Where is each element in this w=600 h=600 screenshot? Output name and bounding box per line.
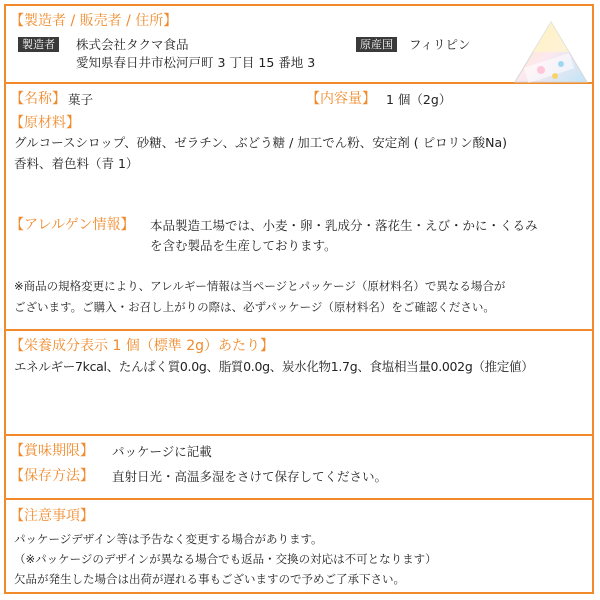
origin-value: フィリピン (409, 37, 471, 52)
divider (6, 82, 592, 84)
allergen-line: を含む製品を生産しております。 (150, 238, 337, 253)
storage-heading: 【保存方法】 (10, 468, 94, 484)
ingredients-line: 香料、着色料（青 1） (14, 156, 139, 171)
allergen-notice-line: ございます。ご購入・お召し上がりの際は、必ずパッケージ（原材料名）をご確認ください。 (14, 300, 495, 314)
product-info-frame (4, 4, 594, 594)
manufacturer-tag: 製造者 (18, 37, 59, 52)
manufacturer-heading: 【製造者 / 販売者 / 住所】 (10, 13, 178, 29)
content-heading: 【内容量】 (306, 91, 376, 107)
expiry-heading: 【賞味期限】 (10, 443, 94, 459)
ingredients-line: グルコースシロップ、砂糖、ゼラチン、ぶどう糖 / 加工でん粉、安定剤 ( ピロリン酸Na) (14, 135, 507, 150)
allergen-notice-line: ※商品の規格変更により、アレルギー情報は当ページとパッケージ（原材料名）で異なる場合が (14, 279, 506, 293)
divider (6, 329, 592, 331)
ingredients-heading: 【原材料】 (10, 115, 80, 131)
content-value: 1 個（2g） (386, 92, 452, 107)
company-name: 株式会社タクマ食品 (76, 37, 189, 52)
notes-line: （※パッケージのデザインが異なる場合でも返品・交換の対応は不可となります） (14, 552, 437, 566)
notes-line: パッケージデザイン等は予告なく変更する場合があります。 (14, 532, 323, 546)
allergen-heading: 【アレルゲン情報】 (10, 217, 135, 233)
notes-heading: 【注意事項】 (10, 508, 94, 524)
name-value: 菓子 (68, 92, 94, 107)
notes-line: 欠品が発生した場合は出荷が遅れる事もございますので予めご了承下さい。 (14, 572, 405, 586)
storage-value: 直射日光・高温多湿をさけて保存してください。 (112, 469, 388, 484)
origin-tag: 原産国 (356, 37, 397, 52)
name-heading: 【名称】 (10, 91, 66, 107)
manufacturer-section (6, 6, 592, 82)
divider (6, 498, 592, 500)
triangle-candy-package-icon (511, 20, 589, 86)
expiry-value: パッケージに記載 (112, 444, 212, 459)
nutrition-heading: 【栄養成分表示 1 個（標準 2g）あたり】 (10, 338, 275, 354)
nutrition-value: エネルギー7kcal、たんぱく質0.0g、脂質0.0g、炭水化物1.7g、食塩相当量0.002g（推定値） (14, 359, 534, 374)
company-address: 愛知県春日井市松河戸町 3 丁目 15 番地 3 (76, 55, 316, 70)
allergen-line: 本品製造工場では、小麦・卵・乳成分・落花生・えび・かに・くるみ (150, 218, 538, 233)
divider (6, 434, 592, 436)
